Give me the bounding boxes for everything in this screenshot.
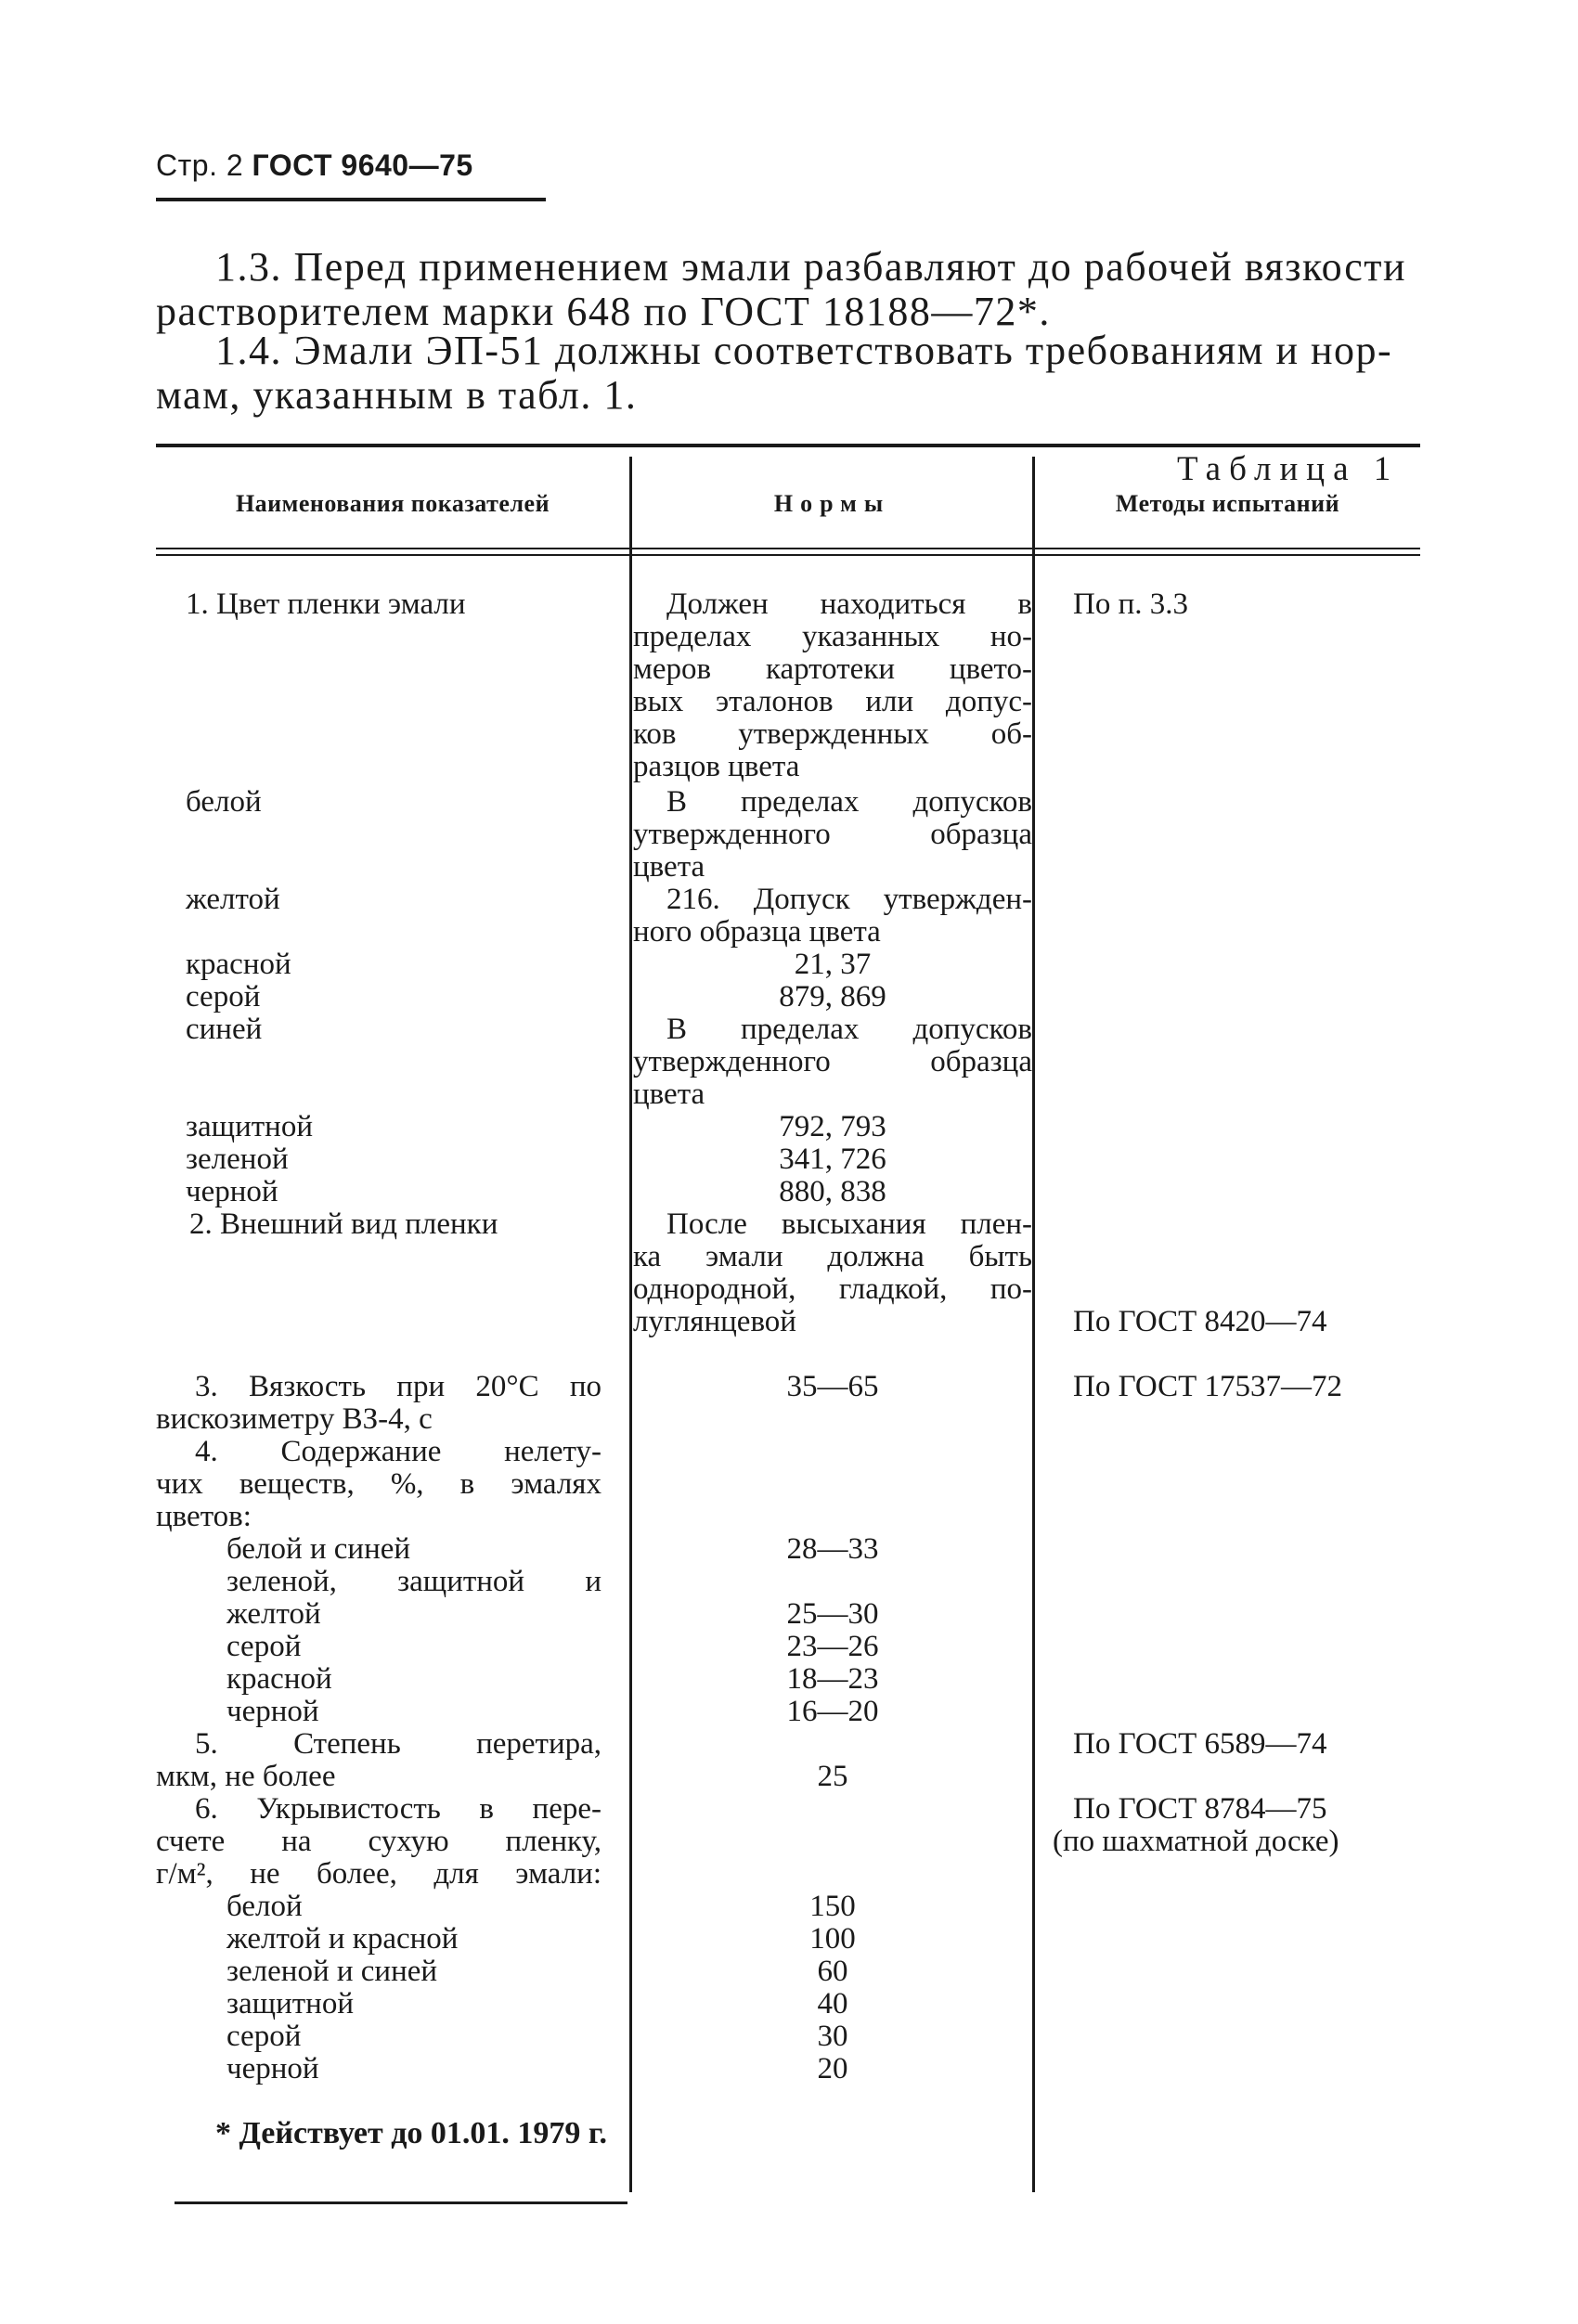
row-blue-norm: В пределах допусков утвержденного образца цвета (633, 1013, 1032, 1111)
table-top-rule (156, 444, 1420, 447)
header-rule (156, 198, 546, 201)
row-grind-norm: 25 (817, 1760, 848, 1793)
row-hiding-green-blue: зеленой и синей (226, 1955, 438, 1988)
page-number: Стр. 2 (156, 148, 244, 182)
row-nonvolatile-black: черной (226, 1695, 319, 1728)
table-caption: Таблица 1 (1177, 450, 1400, 488)
row-green-norm: 341, 726 (779, 1143, 886, 1176)
row-appearance-method: По ГОСТ 8420—74 (1073, 1305, 1327, 1338)
row-hiding-protective: защитной (226, 1987, 354, 2021)
page-header (156, 148, 473, 183)
row-color-method: По п. 3.3 (1073, 587, 1188, 621)
row-color-norm: Должен находиться в пределах указанных но- меров картотеки цвето- вых эталонов или допус- ков утвержденных об- разцов цвета (633, 587, 1032, 783)
para-1-4-line1: 1.4. Эмали ЭП-51 должны соответствовать требованиям и нор- (215, 328, 1393, 373)
row-green-name: зеленой (186, 1143, 289, 1176)
row-protective-name: защитной (186, 1110, 313, 1143)
row-hiding-grey: серой (226, 2020, 302, 2053)
row-black-norm: 880, 838 (779, 1175, 886, 1208)
row-yellow-norm: 216. Допуск утвержден- ного образца цвета (633, 883, 1032, 949)
column-header-methods: Методы испытаний (1115, 490, 1340, 517)
norm-hiding-protective: 40 (817, 1987, 848, 2021)
row-appearance-name: 2. Внешний вид пленки (189, 1207, 498, 1241)
row-hiding-black: черной (226, 2052, 319, 2085)
para-1-3-line2: растворителем марки 648 по ГОСТ 18188—72*. (156, 289, 1051, 334)
row-nonvolatile-yellow: желтой (226, 1597, 321, 1631)
row-nonvolatile-red: красной (226, 1662, 332, 1696)
column-header-norms: Нормы (773, 490, 891, 517)
norm-hiding-white: 150 (809, 1890, 856, 1923)
table-header-rule-2 (156, 554, 1420, 556)
row-viscosity-method: По ГОСТ 17537—72 (1073, 1370, 1342, 1403)
para-1-4-line2: мам, указанным в табл. 1. (156, 372, 638, 418)
norm-hiding-green-blue: 60 (817, 1955, 848, 1988)
row-nonvolatile-name: 4. Содержание нелету- чих веществ, %, в эмалях цветов: (156, 1435, 601, 1533)
norm-nonvolatile-green-yellow: 25—30 (786, 1597, 879, 1631)
table-end-rule (175, 2201, 627, 2204)
row-nonvolatile-green-protective: зеленой, защитной и (226, 1565, 601, 1598)
table-header-rule-1 (156, 548, 1420, 549)
norm-nonvolatile-white-blue: 28—33 (786, 1532, 879, 1566)
row-white-norm: В пределах допусков утвержденного образца цвета (633, 785, 1032, 884)
row-nonvolatile-grey: серой (226, 1630, 302, 1663)
row-red-name: красной (186, 948, 291, 981)
row-black-name: черной (186, 1175, 278, 1208)
row-grey-name: серой (186, 980, 261, 1014)
norm-nonvolatile-black: 16—20 (786, 1695, 879, 1728)
row-grind-method: По ГОСТ 6589—74 (1073, 1727, 1327, 1761)
row-color-name: 1. Цвет пленки эмали (186, 587, 466, 621)
norm-nonvolatile-red: 18—23 (786, 1662, 879, 1696)
row-nonvolatile-white-blue: белой и синей (226, 1532, 411, 1566)
standard-number: ГОСТ 9640—75 (252, 148, 473, 182)
footnote: * Действует до 01.01. 1979 г. (215, 2116, 608, 2150)
norm-hiding-grey: 30 (817, 2020, 848, 2053)
row-red-norm: 21, 37 (794, 948, 872, 981)
row-yellow-name: желтой (186, 883, 280, 916)
norm-hiding-yellow-red: 100 (809, 1922, 856, 1956)
row-hiding-yellow-red: желтой и красной (226, 1922, 459, 1956)
row-white-name: белой (186, 785, 262, 819)
column-header-indicators: Наименования показателей (235, 490, 550, 517)
column-divider-2 (1032, 457, 1035, 2192)
row-blue-name: синей (186, 1013, 263, 1046)
norm-hiding-black: 20 (817, 2052, 848, 2085)
norm-nonvolatile-grey: 23—26 (786, 1630, 879, 1663)
row-grey-norm: 879, 869 (779, 980, 886, 1014)
row-viscosity-name: 3. Вязкость при 20°С по вискозиметру ВЗ-4, с (156, 1370, 601, 1436)
row-hiding-name: 6. Укрывистость в пере- счете на сухую пленку, г/м², не более, для эмали: (156, 1792, 601, 1891)
row-protective-norm: 792, 793 (779, 1110, 886, 1143)
row-viscosity-norm: 35—65 (786, 1370, 879, 1403)
row-hiding-method: По ГОСТ 8784—75 (по шахматной доске) (1053, 1792, 1339, 1858)
row-hiding-white: белой (226, 1890, 303, 1923)
row-grind-name: 5. Степень перетира, мкм, не более (156, 1727, 601, 1793)
row-appearance-norm: После высыхания плен- ка эмали должна быть однородной, гладкой, по- луглянцевой (633, 1207, 1032, 1338)
para-1-3-line1: 1.3. Перед применением эмали разбавляют до рабочей вязкости (215, 244, 1407, 290)
